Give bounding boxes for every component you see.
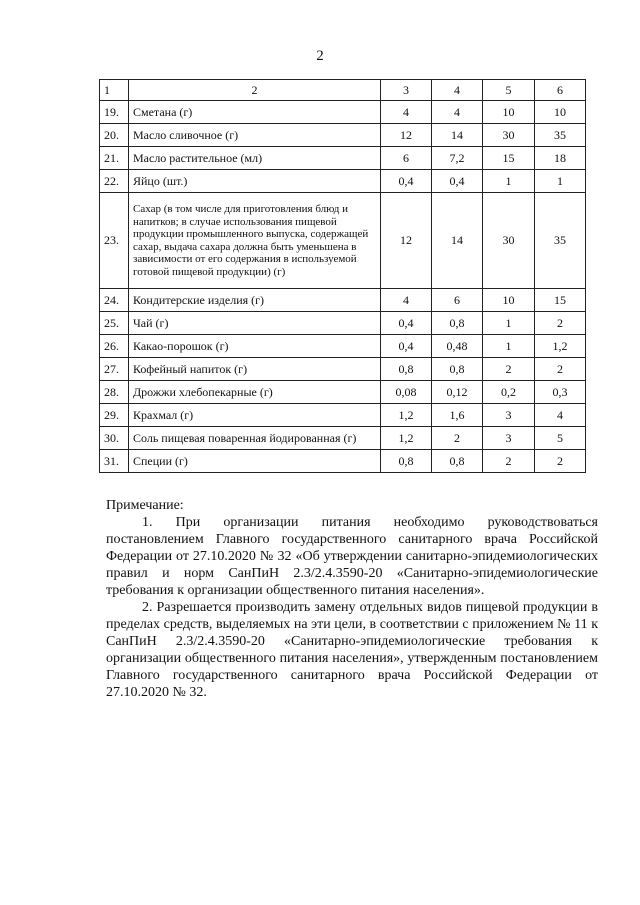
norm-value: 15 [535,289,586,312]
norm-value: 10 [535,101,586,124]
row-number: 31. [100,450,129,473]
norm-value: 15 [483,147,535,170]
product-name: Кондитерские изделия (г) [129,289,381,312]
norm-value: 12 [381,124,432,147]
table-row [100,170,586,193]
product-name: Соль пищевая поваренная йодированная (г) [129,427,381,450]
norm-value: 2 [483,450,535,473]
norm-value: 1,6 [432,404,483,427]
table-row [100,358,586,381]
table-row [100,312,586,335]
table-row [100,101,586,124]
norm-value: 5 [535,427,586,450]
norm-value: 2 [483,358,535,381]
table-row [100,147,586,170]
row-number: 22. [100,170,129,193]
norm-value: 0,12 [432,381,483,404]
product-name: Сахар (в том числе для приготовления блюд и напитков; в случае использования пищевой продукции промышленного выпуска, содержащей сахар, выдача сахара должна быть уменьшена в зависимости от его содержания в используемой готовой пищевой продукции) (г) [129,193,381,289]
norm-value: 7,2 [432,147,483,170]
note-section [106,497,598,701]
norm-value: 0,8 [381,358,432,381]
norm-value: 30 [483,193,535,289]
norm-value: 0,8 [432,312,483,335]
norm-value: 10 [483,101,535,124]
table-header-row [100,80,586,101]
column-header: 3 [381,80,432,101]
norm-value: 10 [483,289,535,312]
table-row [100,289,586,312]
norm-value: 0,8 [381,450,432,473]
row-number: 21. [100,147,129,170]
norm-value: 12 [381,193,432,289]
table-row [100,193,586,289]
column-header: 4 [432,80,483,101]
product-name: Масло сливочное (г) [129,124,381,147]
column-header: 2 [129,80,381,101]
norm-value: 1 [483,335,535,358]
row-number: 23. [100,193,129,289]
table-row [100,381,586,404]
product-name: Специи (г) [129,450,381,473]
column-header: 5 [483,80,535,101]
row-number: 20. [100,124,129,147]
norm-value: 0,8 [432,358,483,381]
norm-value: 1 [483,312,535,335]
norm-value: 0,2 [483,381,535,404]
row-number: 26. [100,335,129,358]
product-name: Яйцо (шт.) [129,170,381,193]
norm-value: 30 [483,124,535,147]
table-row [100,404,586,427]
norm-value: 4 [535,404,586,427]
norm-value: 0,4 [381,312,432,335]
row-number: 19. [100,101,129,124]
column-header: 1 [100,80,129,101]
norm-value: 18 [535,147,586,170]
product-name: Дрожжи хлебопекарные (г) [129,381,381,404]
norm-value: 3 [483,427,535,450]
norm-value: 2 [535,312,586,335]
norm-value: 35 [535,124,586,147]
norm-value: 4 [381,289,432,312]
row-number: 28. [100,381,129,404]
product-name: Кофейный напиток (г) [129,358,381,381]
food-norms-table [99,79,586,473]
column-header: 6 [535,80,586,101]
norm-value: 2 [535,358,586,381]
norm-value: 6 [432,289,483,312]
norm-value: 1 [483,170,535,193]
norm-value: 4 [432,101,483,124]
product-name: Какао-порошок (г) [129,335,381,358]
product-name: Масло растительное (мл) [129,147,381,170]
norm-value: 0,4 [381,335,432,358]
norm-value: 6 [381,147,432,170]
table-row [100,450,586,473]
table-row [100,335,586,358]
norm-value: 2 [432,427,483,450]
product-name: Сметана (г) [129,101,381,124]
norm-value: 14 [432,124,483,147]
norm-value: 1 [535,170,586,193]
norm-value: 0,08 [381,381,432,404]
norm-value: 2 [535,450,586,473]
row-number: 30. [100,427,129,450]
note-title: Примечание: [106,498,184,513]
norm-value: 1,2 [381,404,432,427]
row-number: 24. [100,289,129,312]
norm-value: 14 [432,193,483,289]
product-name: Крахмал (г) [129,404,381,427]
norm-value: 0,48 [432,335,483,358]
note-paragraph-2: 2. Разрешается производить замену отдельных видов пищевой продукции в пределах средств, выделяемых на эти цели, в соответствии с приложением № 11 к СанПиН 2.3/2.4.3590-20 «Санитарно-эпидемиологические требования к организации общественного питания населения», утвержденным постановлением Главного государственного санитарного врача Российской Федерации от 27.10.2020 № 32. [106,600,598,700]
norm-value: 3 [483,404,535,427]
row-number: 29. [100,404,129,427]
product-name: Чай (г) [129,312,381,335]
row-number: 25. [100,312,129,335]
norm-value: 0,4 [381,170,432,193]
norm-value: 35 [535,193,586,289]
page-number: 2 [316,48,324,64]
norm-value: 0,3 [535,381,586,404]
row-number: 27. [100,358,129,381]
norm-value: 0,8 [432,450,483,473]
table-row [100,427,586,450]
norm-value: 1,2 [381,427,432,450]
norm-value: 4 [381,101,432,124]
norm-value: 0,4 [432,170,483,193]
table-row [100,124,586,147]
note-paragraph-1: 1. При организации питания необходимо руководствоваться постановлением Главного государственного санитарного врача Российской Федерации от 27.10.2020 № 32 «Об утверждении санитарно-эпидемиологических правил и норм СанПиН 2.3/2.4.3590-20 «Санитарно-эпидемиологические требования к организации общественного питания населения». [106,515,598,598]
norm-value: 1,2 [535,335,586,358]
